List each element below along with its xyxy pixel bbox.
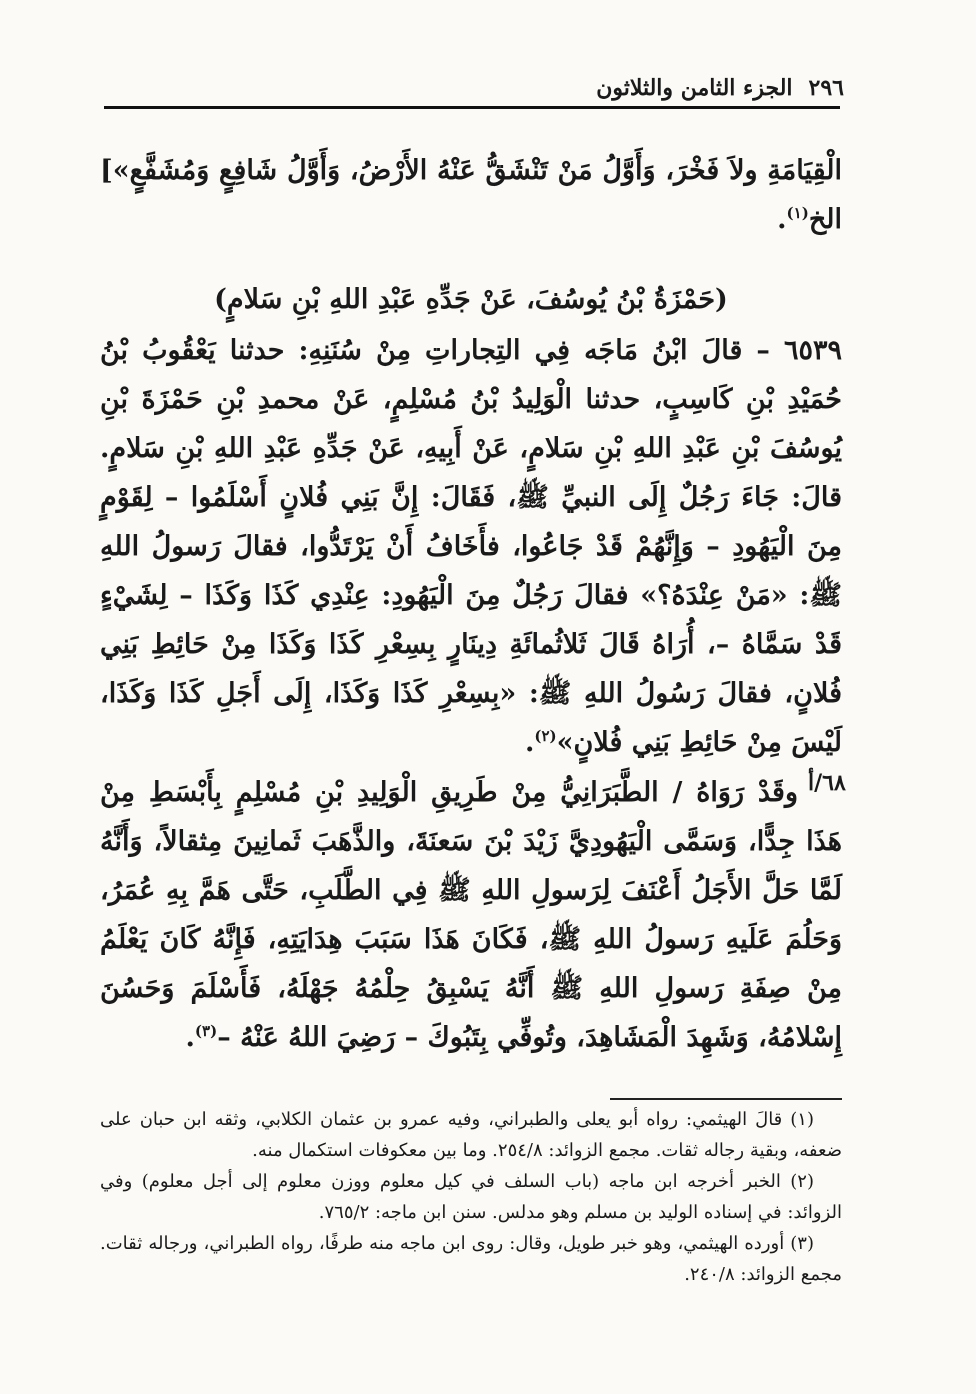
header-rule <box>104 106 840 109</box>
top-paragraph: الْقِيَامَةِ ولاَ فَخْرَ، وَأَوَّلُ مَنْ تَنْشَقُّ عَنْهُ الأَرْضُ، وَأَوَّلُ شَافِعٍ وَمُشَفَّعٍ»] الخ$^{(١)}$. <box>100 155 842 235</box>
page-number: ٢٩٦ <box>808 75 844 101</box>
second-paragraph: وقَدْ رَوَاهُ / الطَّبَرَانِيُّ مِنْ طَرِيقِ الْوَلِيدِ بْنِ مُسْلِمٍ بِأَبْسَطِ مِنْ هَذَا جِدًّا، وَسَمَّى الْيَهُودِيَّ زَيْدَ بْنَ سَعنَةَ، والذَّهَبَ ثَمانِينَ مِثقالاً، وَأَنَّهُ لَمَّا حَلَّ الأَجَلُ أَعْنَفَ لِرَسولِ اللهِ ﷺ فِي الطَّلَبِ، حَتَّى هَمَّ بِهِ عُمَرُ، وَحَلُمَ عَلَيهِ رَسولُ اللهِ ﷺ، فَكَانَ هَذَا سَبَبَ هِدَايَتِهِ، فَإِنَّهُ كَانَ يَعْلَمُ مِنْ صِفَةِ رَسولِ اللهِ ﷺ أَنَّهُ يَسْبِقُ حِلْمُهُ جَهْلَهُ، فَأَسْلَمَ وَحَسُنَ إِسْلامُهُ، وَشَهِدَ الْمَشَاهِدَ، وتُوفِّي بِتَبُوكَ – رَضِيَ اللهُ عَنْهُ –$^{(٣)}$. <box>100 777 842 1053</box>
footnote-ref-1: (١) <box>786 204 809 222</box>
section-heading: (حَمْزَةُ بْنُ يُوسُفَ، عَنْ جَدِّهِ عَبْدِ اللهِ بْنِ سَلامٍ) <box>214 284 728 315</box>
page-header <box>104 70 844 106</box>
footnotes <box>100 1104 842 1290</box>
footnote-3: (٣) أورده الهيثمي، وهو خبر طويل، وقال: روى ابن ماجه منه طرفًا، رواه الطبراني، ورجاله ثقات. مجمع الزوائد: ٢٤٠/٨. <box>100 1233 842 1285</box>
hadith-text: – قالَ ابْنُ مَاجَه فِي التِجاراتِ مِنْ سُنَنِهِ: حدثنا يَعْقُوبُ بْنُ حُمَيْدِ بْنِ كَاسِبٍ، حدثنا الْوَلِيدُ بْنُ مُسْلِمٍ، عَنْ محمدِ بْنِ حَمْزَةَ بْنِ يُوسُفَ بْنِ عَبْدِ اللهِ بْنِ سَلامٍ، عَنْ أَبِيهِ، عَنْ جَدِّهِ عَبْدِ اللهِ بْنِ سَلامٍ. قالَ: جَاءَ رَجُلٌ إِلَى النبيِّ ﷺ، فَقَالَ: إِنَّ بَنِي فُلانٍ أَسْلَمُوا – لِقَوْمٍ مِنَ الْيَهُودِ – وَإِنَّهُمْ قَدْ جَاعُوا، فأَخَافُ أَنْ يَرْتَدُّوا، فقالَ رَسولُ اللهِ ﷺ: «مَنْ عِنْدَهُ؟» فقالَ رَجُلٌ مِنَ الْيَهُودِ: عِنْدِي كَذَا وَكَذَا – لِشَيْءٍ قَدْ سَمَّاهُ –، أُرَاهُ قَالَ ثَلاثُمائَةِ دِينَارٍ بِسِعْرِ كَذَا وَكَذَا مِنْ حَائِطِ بَنِي فُلانٍ، فقالَ رَسُولُ اللهِ ﷺ: «بِسِعْرِ كَذَا وَكَذَا، إِلَى أَجَلِ كَذَا وَكَذَا، لَيْسَ مِنْ حَائِطِ بَنِي فُلانٍ» <box>100 335 842 758</box>
manuscript-folio-note: ٦٨/أ <box>808 770 846 796</box>
footnote-ref-2: (٢) <box>534 727 557 745</box>
footnote-separator <box>610 1098 842 1100</box>
running-title: الجزء الثامن والثلاثون <box>596 75 793 101</box>
footnote-ref-3: (٣) <box>194 1022 218 1040</box>
footnote-2: (٢) الخبر أخرجه ابن ماجه (باب السلف في كيل معلوم ووزن معلوم إلى أجل معلوم) وفي الزوائد: في إسناده الوليد بن مسلم وهو مدلس. سنن ابن ماجه: ٧٦٥/٢. <box>100 1171 842 1223</box>
hadith-number: ٦٥٣٩ <box>783 335 842 366</box>
top-paragraph-text: الْقِيَامَةِ ولاَ فَخْرَ، وَأَوَّلُ مَنْ تَنْشَقُّ عَنْهُ الأَرْضُ، وَأَوَّلُ شَافِعٍ وَمُشَفَّعٍ»] الخ <box>100 155 842 235</box>
second-paragraph-text: وقَدْ رَوَاهُ / الطَّبَرَانِيُّ مِنْ طَرِيقِ الْوَلِيدِ بْنِ مُسْلِمٍ بِأَبْسَطِ مِنْ هَذَا جِدًّا، وَسَمَّى الْيَهُودِيَّ زَيْدَ بْنَ سَعنَةَ، والذَّهَبَ ثَمانِينَ مِثقالاً، وَأَنَّهُ لَمَّا حَلَّ الأَجَلُ أَعْنَفَ لِرَسولِ اللهِ ﷺ فِي الطَّلَبِ، حَتَّى هَمَّ بِهِ عُمَرُ، وَحَلُمَ عَلَيهِ رَسولُ اللهِ ﷺ، فَكَانَ هَذَا سَبَبَ هِدَايَتِهِ، فَإِنَّهُ كَانَ يَعْلَمُ مِنْ صِفَةِ رَسولِ اللهِ ﷺ أَنَّهُ يَسْبِقُ حِلْمُهُ جَهْلَهُ، فَأَسْلَمَ وَحَسُنَ إِسْلامُهُ، وَشَهِدَ الْمَشَاهِدَ، وتُوفِّي بِتَبُوكَ – رَضِيَ اللهُ عَنْهُ – <box>100 777 842 1053</box>
hadith-paragraph: ٦٥٣٩ – قالَ ابْنُ مَاجَه فِي التِجاراتِ مِنْ سُنَنِهِ: حدثنا يَعْقُوبُ بْنُ حُمَيْدِ بْنِ كَاسِبٍ، حدثنا الْوَلِيدُ بْنُ مُسْلِمٍ، عَنْ محمدِ بْنِ حَمْزَةَ بْنِ يُوسُفَ بْنِ عَبْدِ اللهِ بْنِ سَلامٍ، عَنْ أَبِيهِ، عَنْ جَدِّهِ عَبْدِ اللهِ بْنِ سَلامٍ. قالَ: جَاءَ رَجُلٌ إِلَى النبيِّ ﷺ، فَقَالَ: إِنَّ بَنِي فُلانٍ أَسْلَمُوا – لِقَوْمٍ مِنَ الْيَهُودِ – وَإِنَّهُمْ قَدْ جَاعُوا، فأَخَافُ أَنْ يَرْتَدُّوا، فقالَ رَسولُ اللهِ ﷺ: «مَنْ عِنْدَهُ؟» فقالَ رَجُلٌ مِنَ الْيَهُودِ: عِنْدِي كَذَا وَكَذَا – لِشَيْءٍ قَدْ سَمَّاهُ –، أُرَاهُ قَالَ ثَلاثُمائَةِ دِينَارٍ بِسِعْرِ كَذَا وَكَذَا مِنْ حَائِطِ بَنِي فُلانٍ، فقالَ رَسُولُ اللهِ ﷺ: «بِسِعْرِ كَذَا وَكَذَا، إِلَى أَجَلِ كَذَا وَكَذَا، لَيْسَ مِنْ حَائِطِ بَنِي فُلانٍ»$^{(٢)}$. <box>100 335 842 758</box>
footnote-1: (١) قالَ الهيثمي: رواه أبو يعلى والطبراني، وفيه عمرو بن عثمان الكلابي، وثقه ابن حبان على ضعفه، وبقية رجاله ثقات. مجمع الزوائد: ٢٥٤/٨. وما بين معكوفات استكمال منه. <box>100 1109 842 1161</box>
